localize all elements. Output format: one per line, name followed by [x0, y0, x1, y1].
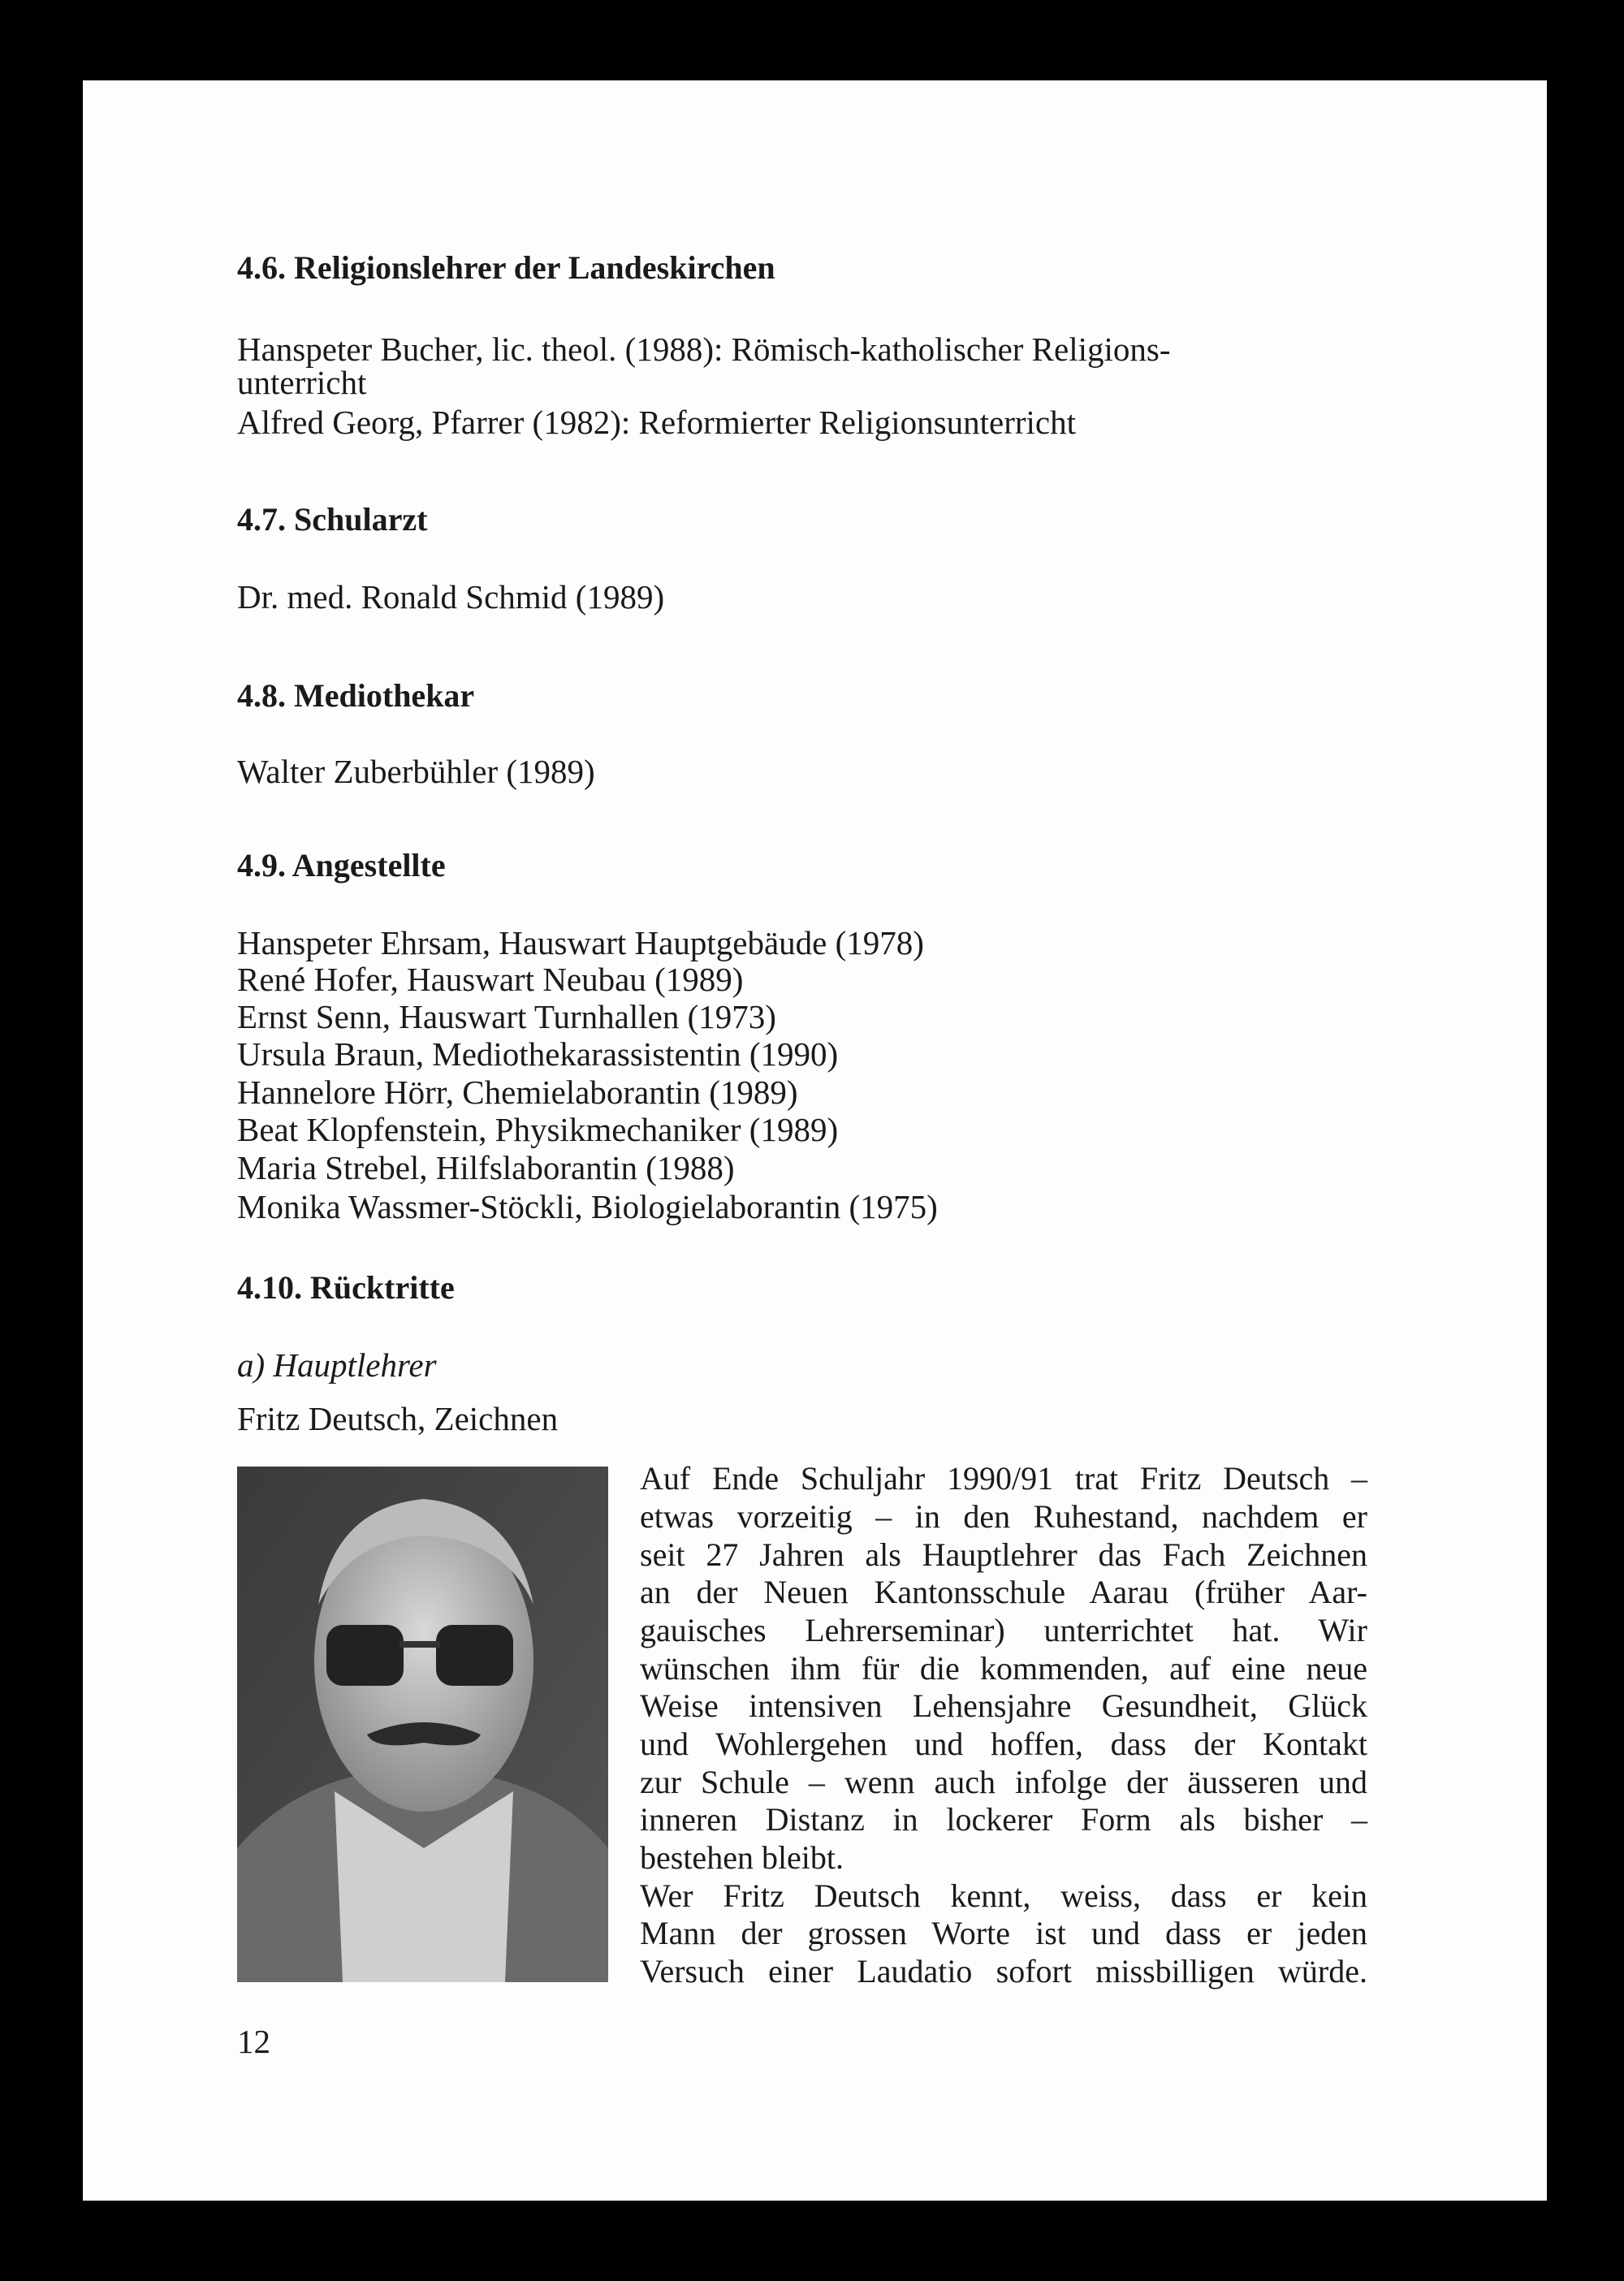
- subheading: a) Hauptlehrer: [237, 1346, 437, 1384]
- staff-line: Ursula Braun, Mediothekarassistentin (1990): [237, 1035, 839, 1073]
- person-line: Fritz Deutsch, Zeichnen: [237, 1400, 559, 1437]
- page-number: 12: [237, 2023, 270, 2060]
- tribute-line: wünschen ihm für die kommenden, auf eine neue: [640, 1650, 1367, 1687]
- section-heading-4-8: 4.8. Mediothekar: [237, 677, 475, 714]
- tribute-line: inneren Distanz in lockerer Form als bisher –: [640, 1801, 1367, 1838]
- tribute-line: und Wohlergehen und hoffen, dass der Kontakt: [640, 1726, 1367, 1762]
- section-heading-4-9: 4.9. Angestellte: [237, 847, 446, 883]
- tribute-line: Versuch einer Laudatio sofort missbilligen würde.: [640, 1953, 1367, 1989]
- tribute-line: an der Neuen Kantonsschule Aarau (früher Aar-: [640, 1574, 1367, 1610]
- staff-line: René Hofer, Hauswart Neubau (1989): [237, 961, 744, 998]
- text-line: Hanspeter Bucher, lic. theol. (1988): Römisch-katholischer Religions-: [237, 330, 1171, 368]
- tribute-line: zur Schule – wenn auch infolge der äusseren und: [640, 1764, 1367, 1800]
- section-heading-4-10: 4.10. Rücktritte: [237, 1269, 455, 1306]
- text-line: unterricht: [237, 364, 367, 401]
- tribute-line: gauisches Lehrerseminar) unterrichtet hat. Wir: [640, 1612, 1367, 1648]
- tribute-line: bestehen bleibt.: [640, 1839, 844, 1876]
- staff-line: Monika Wassmer-Stöckli, Biologielaborantin (1975): [237, 1188, 938, 1225]
- staff-line: Hanspeter Ehrsam, Hauswart Hauptgebäude (1978): [237, 924, 924, 961]
- staff-line: Ernst Senn, Hauswart Turnhallen (1973): [237, 998, 776, 1035]
- portrait-photo: [237, 1467, 608, 1982]
- section-heading-4-6: 4.6. Religionslehrer der Landeskirchen: [237, 249, 775, 286]
- tribute-line: Wer Fritz Deutsch kennt, weiss, dass er kein: [640, 1877, 1367, 1914]
- staff-line: Hannelore Hörr, Chemielaborantin (1989): [237, 1074, 798, 1111]
- tribute-line: Weise intensiven Lehensjahre Gesundheit, Glück: [640, 1687, 1367, 1724]
- section-heading-4-7: 4.7. Schularzt: [237, 501, 428, 538]
- staff-line: Maria Strebel, Hilfslaborantin (1988): [237, 1149, 735, 1186]
- text-line: Dr. med. Ronald Schmid (1989): [237, 578, 665, 616]
- tribute-line: etwas vorzeitig – in den Ruhestand, nachdem er: [640, 1498, 1367, 1535]
- text-line: Alfred Georg, Pfarrer (1982): Reformierter Religionsunterricht: [237, 404, 1077, 441]
- tribute-line: Mann der grossen Worte ist und dass er jeden: [640, 1915, 1367, 1951]
- tribute-line: Auf Ende Schuljahr 1990/91 trat Fritz Deutsch –: [640, 1460, 1367, 1497]
- text-line: Walter Zuberbühler (1989): [237, 753, 595, 790]
- tribute-line: seit 27 Jahren als Hauptlehrer das Fach Zeichnen: [640, 1536, 1367, 1573]
- staff-line: Beat Klopfenstein, Physikmechaniker (1989): [237, 1111, 839, 1148]
